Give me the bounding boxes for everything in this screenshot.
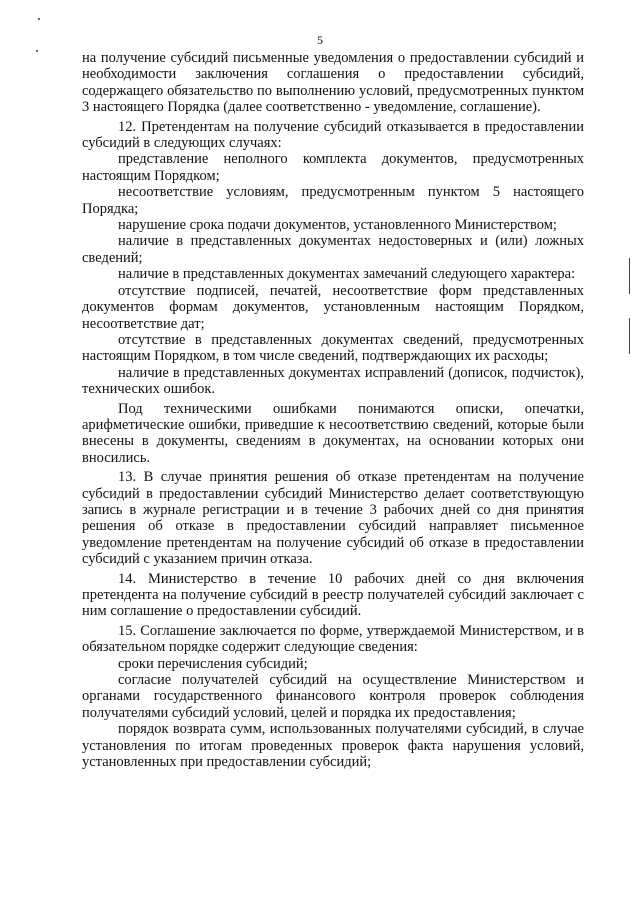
- paragraph: отсутствие подписей, печатей, несоответствие форм представленных документов формам документов, установленным настоящим Порядком, несоответствие дат;: [82, 282, 584, 332]
- paragraph-item-15: 15. Соглашение заключается по форме, утверждаемой Министерством, и в обязательном порядке содержит следующие сведения:: [82, 622, 584, 656]
- paragraph-item-14: 14. Министерство в течение 10 рабочих дней со дня включения претендента на получение субсидий в реестр получателей субсидий заключает с ним соглашение о предоставлении субсидий.: [82, 570, 584, 620]
- paragraph: наличие в представленных документах замечаний следующего характера:: [118, 266, 576, 283]
- scan-speck: [36, 50, 38, 52]
- paragraph: согласие получателей субсидий на осуществление Министерством и органами государственного финансового контроля проверок соблюдения получателями субсидий условий, целей и порядка их предоставления;: [82, 672, 584, 721]
- paragraph-item-13: 13. В случае принятия решения об отказе претендентам на получение субсидий в предоставлении субсидий Министерство делает соответствующую запись в журнале регистрации и в течение 3 рабочих дней со дня принятия решения об отказе в предоставлении субсидий направляет письменное уведомление претендентам на получение субсидий об отказе в предоставлении субсидий с указанием причин отказа.: [82, 469, 584, 568]
- scan-edge-mark: [629, 318, 630, 354]
- page-number: 5: [317, 33, 323, 47]
- paragraph-item-12: 12. Претендентам на получение субсидий отказывается в предоставлении субсидий в следующих случаях:: [82, 118, 584, 152]
- paragraph: нарушение срока подачи документов, установленного Министерством;: [118, 217, 557, 234]
- document-body: [82, 50, 584, 770]
- paragraph: отсутствие в представленных документах сведений, предусмотренных настоящим Порядком, в том числе сведений, подтверждающих их расходы;: [82, 331, 584, 365]
- paragraph: сроки перечисления субсидий;: [118, 655, 308, 672]
- paragraph: наличие в представленных документах недостоверных и (или) ложных сведений;: [82, 233, 584, 266]
- paragraph: Под техническими ошибками понимаются описки, опечатки, арифметические ошибки, приведшие к несоответствию сведений, которые были внесены в документы, сведениям в документах, на основании которых они вносились.: [82, 400, 584, 466]
- paragraph: порядок возврата сумм, использованных получателями субсидий, в случае установления по итогам проведенных проверок факта нарушения условий, установленных при предоставлении субсидий;: [82, 721, 584, 771]
- paragraph-continuation: на получение субсидий письменные уведомления о предоставлении субсидий и необходимости заключения соглашения о предоставлении субсидий, содержащего обязательство по выполнению условий, предусмотренных пунктом 3 настоящего Порядка (далее соответственно - уведомление, соглашение).: [82, 50, 584, 116]
- paragraph: несоответствие условиям, предусмотренным пунктом 5 настоящего Порядка;: [82, 184, 584, 217]
- paragraph: представление неполного комплекта документов, предусмотренных настоящим Порядком;: [82, 151, 584, 184]
- scan-speck: [38, 18, 40, 20]
- scan-edge-mark: [629, 258, 630, 294]
- paragraph: наличие в представленных документах исправлений (дописок, подчисток), технических ошибок.: [82, 364, 584, 398]
